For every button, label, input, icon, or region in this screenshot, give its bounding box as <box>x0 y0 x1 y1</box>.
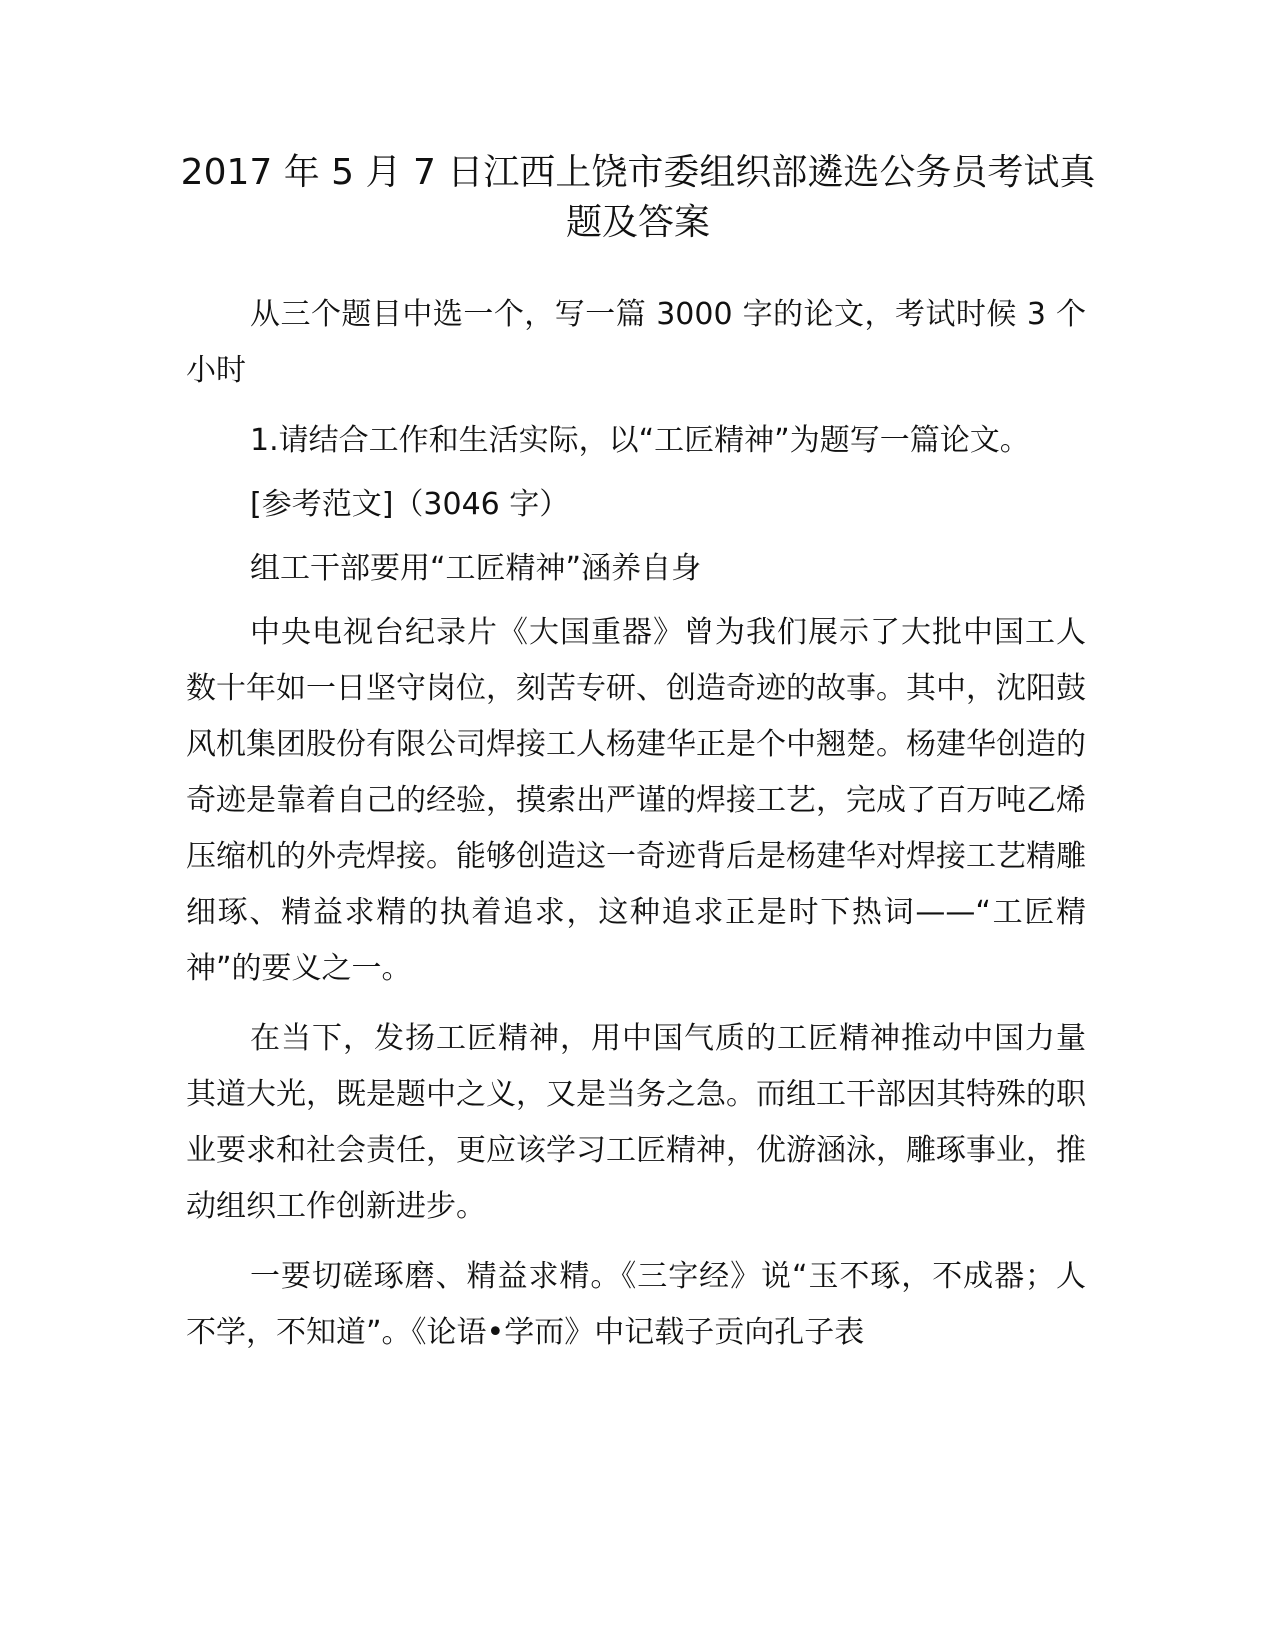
document-body <box>186 287 1086 1361</box>
paragraph-body-3: 一要切磋琢磨、精益求精。《三字经》说“玉不琢，不成器；人不学，不知道”。《论语•学而》中记载子贡向孔子表 <box>186 1259 1086 1350</box>
paragraph-body-2: 在当下，发扬工匠精神，用中国气质的工匠精神推动中国力量其道大光，既是题中之义，又是当务之急。而组工干部因其特殊的职业要求和社会责任，更应该学习工匠精神，优游涵泳，雕琢事业，推动组织工作创新进步。 <box>186 1021 1086 1224</box>
paragraph-essay-title: 组工干部要用“工匠精神”涵养自身 <box>250 551 702 586</box>
document-title: 2017 年 5 月 7 日江西上饶市委组织部遴选公务员考试真题及答案 <box>180 152 1096 243</box>
paragraph-body-1: 中央电视台纪录片《大国重器》曾为我们展示了大批中国工人数十年如一日坚守岗位，刻苦专研、创造奇迹的故事。其中，沈阳鼓风机集团股份有限公司焊接工人杨建华正是个中翘楚。杨建华创造的奇迹是靠着自己的经验，摸索出严谨的焊接工艺，完成了百万吨乙烯压缩机的外壳焊接。能够创造这一奇迹背后是杨建华对焊接工艺精雕细琢、精益求精的执着追求，这种追求正是时下热词——“工匠精神”的要义之一。 <box>186 615 1086 986</box>
paragraph-intro: 从三个题目中选一个，写一篇 3000 字的论文，考试时候 3 个小时 <box>186 297 1086 388</box>
paragraph-reference-label: [参考范文]（3046 字） <box>250 487 570 522</box>
paragraph-question-1: 1.请结合工作和生活实际，以“工匠精神”为题写一篇论文。 <box>250 423 1030 458</box>
